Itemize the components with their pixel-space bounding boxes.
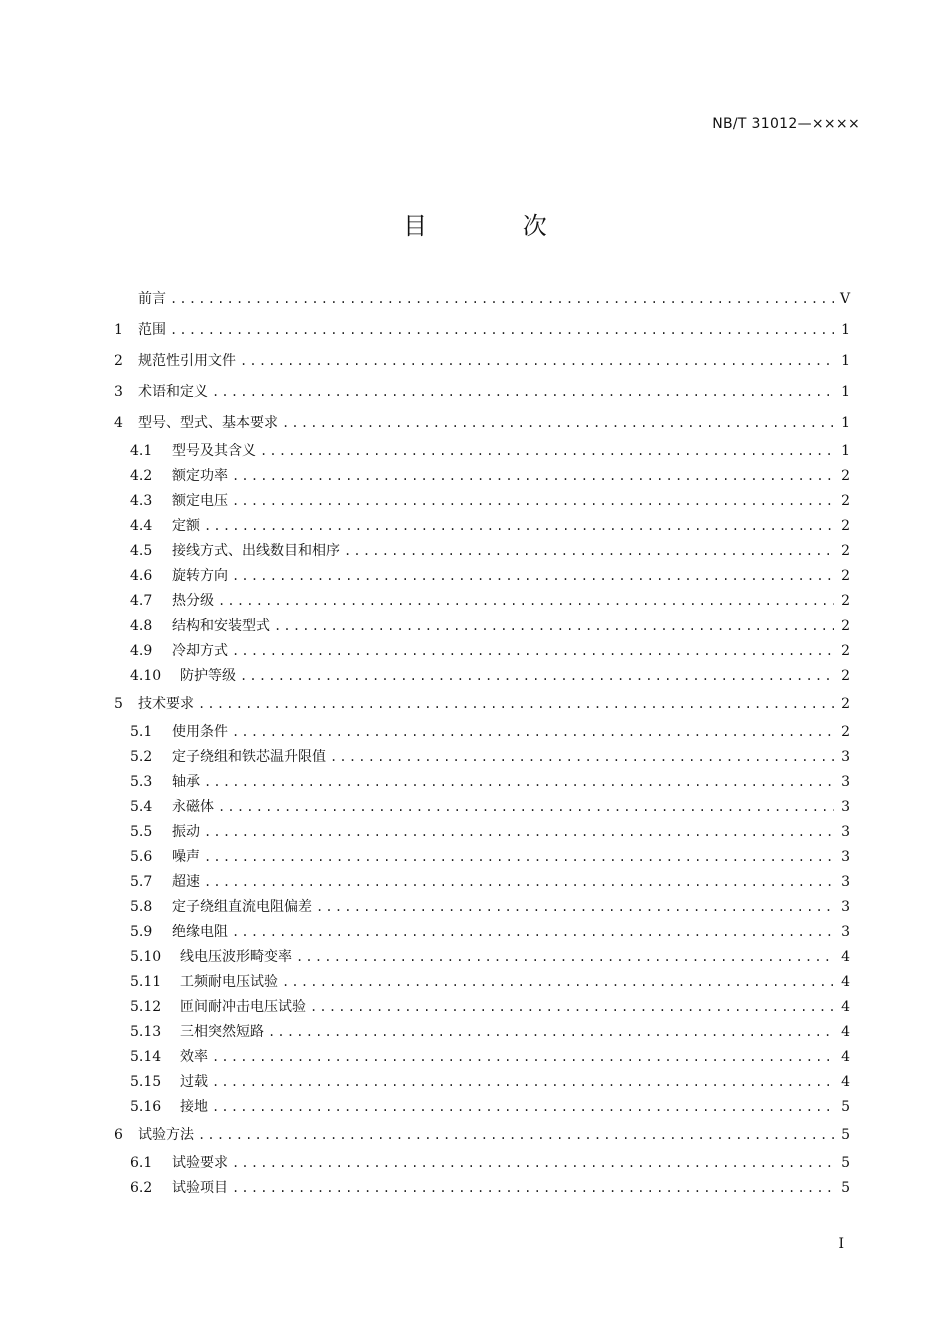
toc-leader-dots bbox=[212, 1045, 834, 1070]
toc-entry-title: 永磁体 bbox=[172, 799, 214, 815]
toc-entry-number: 5.14 bbox=[130, 1049, 162, 1065]
document-code: NB/T 31012—×××× bbox=[712, 116, 860, 132]
toc-entry-page: 4 bbox=[841, 1049, 850, 1065]
toc-entry-title: 超速 bbox=[172, 874, 200, 890]
toc-entry-page: 3 bbox=[841, 849, 850, 865]
toc-entry-page: 2 bbox=[841, 668, 850, 684]
toc-entry-number: 4.2 bbox=[130, 468, 153, 484]
toc-leader-dots bbox=[204, 870, 834, 895]
toc-entry-title: 定额 bbox=[172, 518, 200, 534]
toc-leader-dots bbox=[344, 539, 834, 564]
toc-entry-title: 定子绕组直流电阻偏差 bbox=[172, 899, 312, 915]
toc-entry-page: 2 bbox=[841, 543, 850, 559]
toc-entry-title: 匝间耐冲击电压试验 bbox=[180, 999, 306, 1015]
toc-entry-number: 4.1 bbox=[130, 443, 153, 459]
toc-entry[interactable] bbox=[114, 408, 850, 439]
toc-entry[interactable] bbox=[114, 1095, 850, 1120]
toc-leader-dots bbox=[204, 820, 834, 845]
toc-entry-title: 旋转方向 bbox=[172, 568, 228, 584]
toc-entry-page: 2 bbox=[841, 493, 850, 509]
toc-entry-number: 5.11 bbox=[130, 974, 162, 990]
toc-entry[interactable] bbox=[114, 1070, 850, 1095]
toc-entry-number: 5.9 bbox=[130, 924, 153, 940]
toc-entry-number: 5.1 bbox=[130, 724, 153, 740]
toc-leader-dots bbox=[232, 639, 834, 664]
toc-entry[interactable] bbox=[114, 464, 850, 489]
toc-entry-title: 试验项目 bbox=[172, 1180, 228, 1196]
toc-entry-title: 额定功率 bbox=[172, 468, 228, 484]
toc-entry-number: 4.3 bbox=[130, 493, 153, 509]
toc-entry-number: 2 bbox=[114, 353, 123, 369]
toc-entry-page: 2 bbox=[841, 643, 850, 659]
toc-entry-number: 3 bbox=[114, 384, 123, 400]
toc-entry-page: 3 bbox=[841, 824, 850, 840]
toc-leader-dots bbox=[218, 589, 834, 614]
toc-entry-number: 5.6 bbox=[130, 849, 153, 865]
toc-entry-title: 热分级 bbox=[172, 593, 214, 609]
toc-entry-page: 2 bbox=[841, 568, 850, 584]
toc-leader-dots bbox=[232, 720, 834, 745]
toc-entry-title: 使用条件 bbox=[172, 724, 228, 740]
toc-entry-number: 5.12 bbox=[130, 999, 162, 1015]
toc-entry-title: 轴承 bbox=[172, 774, 200, 790]
toc-entry[interactable] bbox=[114, 1120, 850, 1151]
toc-entry[interactable] bbox=[114, 1151, 850, 1176]
toc-entry-title: 线电压波形畸变率 bbox=[180, 949, 292, 965]
toc-entry-page: 2 bbox=[841, 618, 850, 634]
toc-entry-number: 4.9 bbox=[130, 643, 153, 659]
toc-entry-title: 型号、型式、基本要求 bbox=[138, 415, 278, 431]
toc-entry[interactable] bbox=[114, 820, 850, 845]
toc-entry-title: 额定电压 bbox=[172, 493, 228, 509]
toc-entry-page: 1 bbox=[841, 443, 850, 459]
toc-leader-dots bbox=[198, 689, 834, 720]
toc-entry-title: 振动 bbox=[172, 824, 200, 840]
toc-leader-dots bbox=[240, 664, 834, 689]
toc-entry-title: 冷却方式 bbox=[172, 643, 228, 659]
toc-leader-dots bbox=[170, 284, 834, 315]
toc-entry[interactable] bbox=[114, 995, 850, 1020]
toc-entry-title: 效率 bbox=[180, 1049, 208, 1065]
toc-entry-number: 5.7 bbox=[130, 874, 153, 890]
toc-entry-page: 2 bbox=[841, 468, 850, 484]
toc-entry[interactable] bbox=[114, 1176, 850, 1201]
toc-leader-dots bbox=[204, 845, 834, 870]
toc-leader-dots bbox=[232, 489, 834, 514]
toc-entry-title: 术语和定义 bbox=[138, 384, 208, 400]
toc-leader-dots bbox=[232, 564, 834, 589]
toc-entry-number: 6.2 bbox=[130, 1180, 153, 1196]
toc-entry-page: 2 bbox=[841, 518, 850, 534]
toc-entry-number: 4.5 bbox=[130, 543, 153, 559]
toc-leader-dots bbox=[232, 1176, 834, 1201]
toc-entry-title: 技术要求 bbox=[138, 696, 194, 712]
toc-entry-title: 三相突然短路 bbox=[180, 1024, 264, 1040]
toc-entry[interactable] bbox=[114, 895, 850, 920]
toc-entry-page: 1 bbox=[841, 322, 850, 338]
toc-leader-dots bbox=[204, 770, 834, 795]
toc-entry-title: 接线方式、出线数目和相序 bbox=[172, 543, 340, 559]
toc-entry-page: 3 bbox=[841, 749, 850, 765]
toc-entry-number: 4.6 bbox=[130, 568, 153, 584]
toc-entry-number: 4.10 bbox=[130, 668, 162, 684]
toc-entry-page: 4 bbox=[841, 1024, 850, 1040]
toc-entry-title: 噪声 bbox=[172, 849, 200, 865]
toc-entry-number: 5.8 bbox=[130, 899, 153, 915]
toc-entry-page: 3 bbox=[841, 899, 850, 915]
toc-entry-number: 5.10 bbox=[130, 949, 162, 965]
toc-entry-title: 前言 bbox=[138, 291, 166, 307]
toc-entry-number: 5.3 bbox=[130, 774, 153, 790]
toc-entry[interactable] bbox=[114, 377, 850, 408]
toc-entry-title: 结构和安装型式 bbox=[172, 618, 270, 634]
toc-entry-page: 5 bbox=[841, 1180, 850, 1196]
toc-leader-dots bbox=[310, 995, 834, 1020]
toc-entry-title: 范围 bbox=[138, 322, 166, 338]
toc-entry-page: 2 bbox=[841, 724, 850, 740]
toc-entry-page: V bbox=[840, 291, 851, 307]
toc-entry-title: 工频耐电压试验 bbox=[180, 974, 278, 990]
toc-entry[interactable] bbox=[114, 589, 850, 614]
toc-entry-page: 3 bbox=[841, 799, 850, 815]
toc-entry-number: 4.7 bbox=[130, 593, 153, 609]
page-number: I bbox=[838, 1236, 844, 1252]
toc-entry[interactable] bbox=[114, 564, 850, 589]
toc-entry-page: 3 bbox=[841, 924, 850, 940]
toc-entry-title: 规范性引用文件 bbox=[138, 353, 236, 369]
toc-leader-dots bbox=[212, 1070, 834, 1095]
toc-entry-page: 1 bbox=[841, 415, 850, 431]
toc-entry-number: 5.5 bbox=[130, 824, 153, 840]
toc-entry-page: 3 bbox=[841, 774, 850, 790]
toc-entry-page: 2 bbox=[841, 696, 850, 712]
toc-leader-dots bbox=[282, 408, 834, 439]
toc-entry-page: 4 bbox=[841, 999, 850, 1015]
toc-entry[interactable] bbox=[114, 920, 850, 945]
toc-entry-number: 5.4 bbox=[130, 799, 153, 815]
toc-leader-dots bbox=[170, 315, 834, 346]
table-of-contents bbox=[114, 284, 850, 1201]
toc-leader-dots bbox=[282, 970, 834, 995]
toc-leader-dots bbox=[296, 945, 834, 970]
toc-entry[interactable] bbox=[114, 284, 850, 315]
toc-entry-number: 5.2 bbox=[130, 749, 153, 765]
toc-entry-page: 4 bbox=[841, 949, 850, 965]
toc-leader-dots bbox=[232, 464, 834, 489]
toc-leader-dots bbox=[212, 1095, 834, 1120]
toc-entry[interactable] bbox=[114, 664, 850, 689]
toc-entry[interactable] bbox=[114, 745, 850, 770]
toc-entry[interactable] bbox=[114, 539, 850, 564]
toc-entry-page: 1 bbox=[841, 384, 850, 400]
toc-entry-number: 4.4 bbox=[130, 518, 153, 534]
toc-entry-title: 过载 bbox=[180, 1074, 208, 1090]
toc-leader-dots bbox=[232, 920, 834, 945]
toc-leader-dots bbox=[198, 1120, 834, 1151]
toc-leader-dots bbox=[232, 1151, 834, 1176]
toc-leader-dots bbox=[316, 895, 834, 920]
toc-entry-title: 型号及其含义 bbox=[172, 443, 256, 459]
toc-entry-number: 4 bbox=[114, 415, 123, 431]
toc-entry[interactable] bbox=[114, 1020, 850, 1045]
toc-entry[interactable] bbox=[114, 689, 850, 720]
toc-entry-page: 3 bbox=[841, 874, 850, 890]
toc-leader-dots bbox=[240, 346, 834, 377]
toc-entry-number: 6.1 bbox=[130, 1155, 153, 1171]
toc-entry-title: 试验方法 bbox=[138, 1127, 194, 1143]
toc-entry-number: 6 bbox=[114, 1127, 123, 1143]
toc-entry-number: 1 bbox=[114, 322, 123, 338]
toc-entry[interactable] bbox=[114, 346, 850, 377]
toc-entry[interactable] bbox=[114, 945, 850, 970]
toc-entry-page: 1 bbox=[841, 353, 850, 369]
toc-entry-number: 4.8 bbox=[130, 618, 153, 634]
toc-entry-page: 5 bbox=[841, 1155, 850, 1171]
toc-entry-number: 5.15 bbox=[130, 1074, 162, 1090]
toc-entry[interactable] bbox=[114, 870, 850, 895]
toc-entry-title: 定子绕组和铁芯温升限值 bbox=[172, 749, 326, 765]
toc-entry[interactable] bbox=[114, 514, 850, 539]
toc-entry-page: 2 bbox=[841, 593, 850, 609]
toc-entry[interactable] bbox=[114, 1045, 850, 1070]
toc-leader-dots bbox=[260, 439, 834, 464]
toc-entry[interactable] bbox=[114, 639, 850, 664]
toc-entry[interactable] bbox=[114, 970, 850, 995]
toc-entry[interactable] bbox=[114, 845, 850, 870]
toc-entry[interactable] bbox=[114, 439, 850, 464]
toc-entry-page: 4 bbox=[841, 974, 850, 990]
toc-entry[interactable] bbox=[114, 315, 850, 346]
toc-entry-title: 绝缘电阻 bbox=[172, 924, 228, 940]
toc-leader-dots bbox=[274, 614, 834, 639]
toc-entry-number: 5 bbox=[114, 696, 123, 712]
toc-entry-number: 5.13 bbox=[130, 1024, 162, 1040]
toc-leader-dots bbox=[330, 745, 834, 770]
toc-leader-dots bbox=[218, 795, 834, 820]
toc-entry-title: 试验要求 bbox=[172, 1155, 228, 1171]
toc-entry[interactable] bbox=[114, 489, 850, 514]
toc-entry-page: 5 bbox=[841, 1127, 850, 1143]
toc-entry[interactable] bbox=[114, 720, 850, 745]
toc-entry[interactable] bbox=[114, 614, 850, 639]
toc-leader-dots bbox=[212, 377, 834, 408]
toc-entry-title: 接地 bbox=[180, 1099, 208, 1115]
page-title: 目 次 bbox=[403, 212, 591, 240]
toc-entry-page: 4 bbox=[841, 1074, 850, 1090]
toc-leader-dots bbox=[204, 514, 834, 539]
toc-entry-number: 5.16 bbox=[130, 1099, 162, 1115]
toc-leader-dots bbox=[268, 1020, 834, 1045]
toc-entry-page: 5 bbox=[841, 1099, 850, 1115]
toc-entry-title: 防护等级 bbox=[180, 668, 236, 684]
toc-entry[interactable] bbox=[114, 770, 850, 795]
toc-entry[interactable] bbox=[114, 795, 850, 820]
